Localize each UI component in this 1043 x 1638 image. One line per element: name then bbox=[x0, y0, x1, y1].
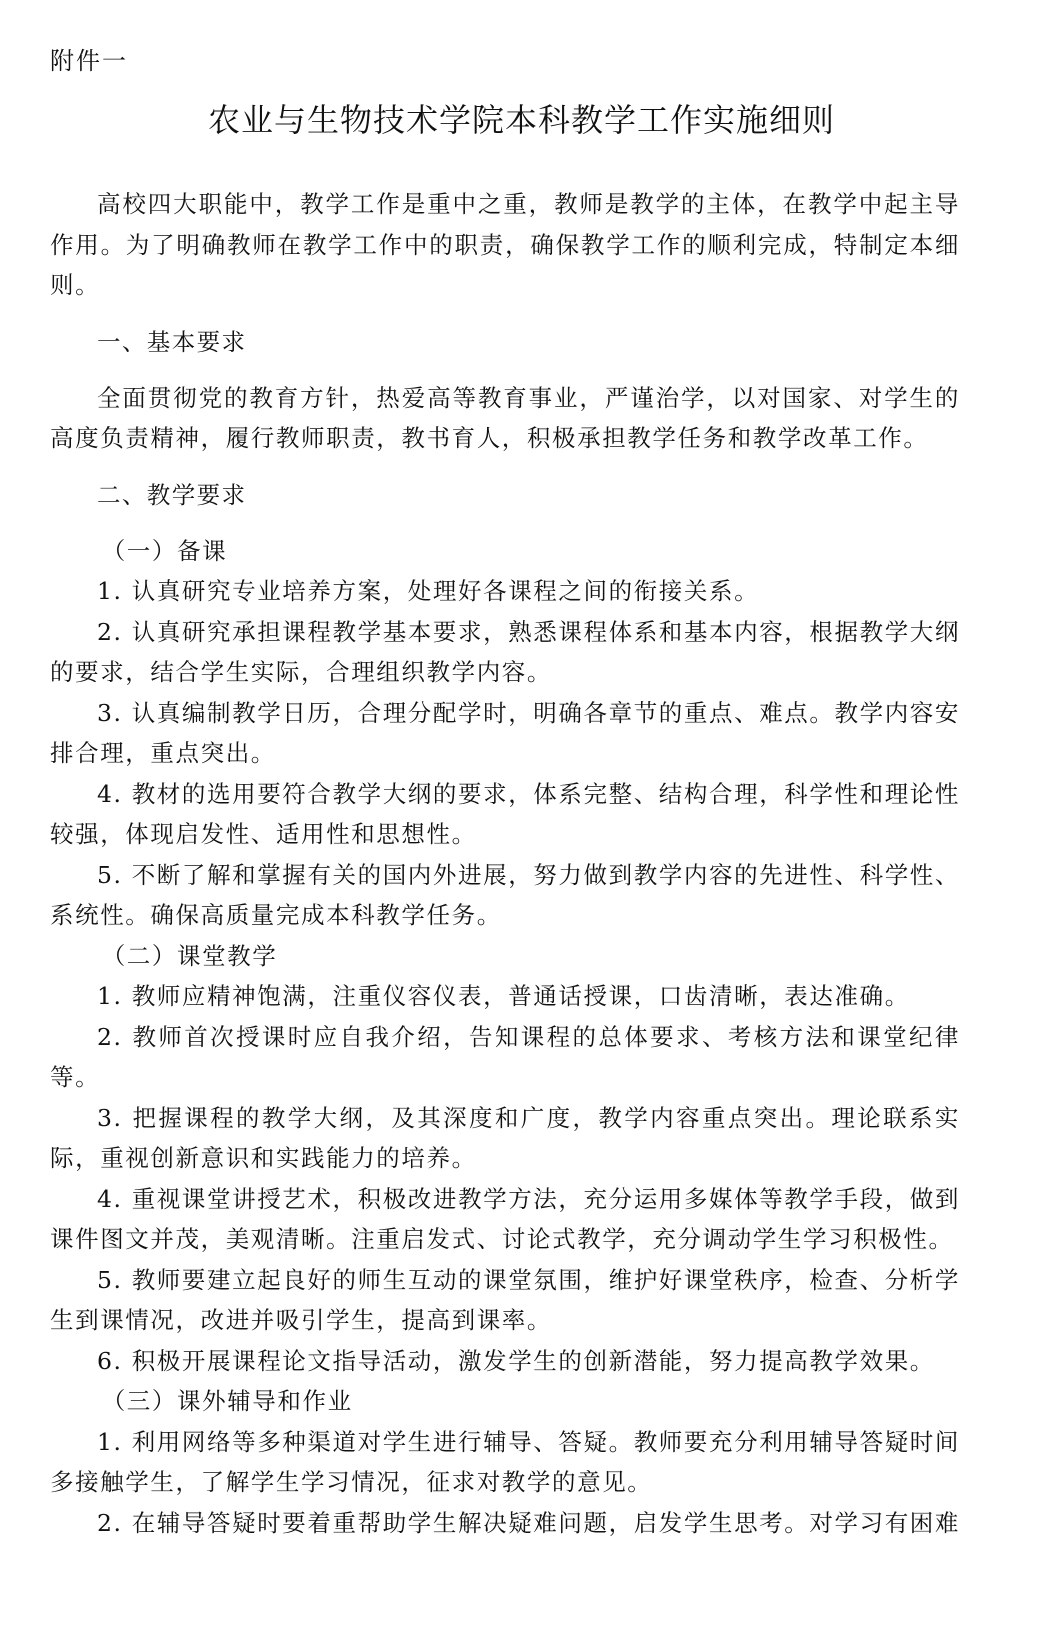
section-heading-teaching-requirements: 二、教学要求 bbox=[97, 480, 247, 509]
document-title: 农业与生物技术学院本科教学工作实施细则 bbox=[207, 101, 835, 139]
list-item: 4. 教材的选用要符合教学大纲的要求，体系完整、结构合理，科学性和理论性较强，体现启发性、适用性和思想性。 bbox=[50, 779, 960, 848]
list-item: 1. 利用网络等多种渠道对学生进行辅导、答疑。教师要充分利用辅导答疑时间多接触学生，了解学生学习情况，征求对教学的意见。 bbox=[50, 1427, 960, 1496]
basic-requirements-paragraph: 全面贯彻党的教育方针，热爱高等教育事业，严谨治学，以对国家、对学生的高度负责精神，履行教师职责，教书育人，积极承担教学任务和教学改革工作。 bbox=[50, 383, 960, 452]
list-item: 2. 教师首次授课时应自我介绍，告知课程的总体要求、考核方法和课堂纪律等。 bbox=[50, 1022, 960, 1091]
list-item: 3. 认真编制教学日历，合理分配学时，明确各章节的重点、难点。教学内容安排合理，重点突出。 bbox=[50, 698, 960, 767]
list-item: 6. 积极开展课程论文指导活动，激发学生的创新潜能，努力提高教学效果。 bbox=[97, 1346, 935, 1375]
attachment-label: 附件一 bbox=[50, 47, 128, 75]
subsection-heading-lesson-prep: （一）备课 bbox=[101, 536, 228, 565]
list-item: 3. 把握课程的教学大纲，及其深度和广度，教学内容重点突出。理论联系实际，重视创新意识和实践能力的培养。 bbox=[50, 1103, 960, 1172]
list-item: 2. 在辅导答疑时要着重帮助学生解决疑难问题，启发学生思考。对学习有困难 bbox=[97, 1508, 960, 1537]
subsection-heading-tutoring-homework: （三）课外辅导和作业 bbox=[101, 1387, 353, 1415]
document-body bbox=[50, 184, 960, 1543]
list-item: 5. 教师要建立起良好的师生互动的课堂氛围，维护好课堂秩序，检查、分析学生到课情况，改进并吸引学生，提高到课率。 bbox=[50, 1265, 960, 1334]
list-item: 5. 不断了解和掌握有关的国内外进展，努力做到教学内容的先进性、科学性、系统性。确保高质量完成本科教学任务。 bbox=[50, 860, 960, 929]
subsection-heading-classroom-teaching: （二）课堂教学 bbox=[101, 941, 278, 970]
list-item: 1. 教师应精神饱满，注重仪容仪表，普通话授课，口齿清晰，表达准确。 bbox=[97, 982, 910, 1010]
list-item: 1. 认真研究专业培养方案，处理好各课程之间的衔接关系。 bbox=[97, 577, 760, 605]
section-heading-basic-requirements: 一、基本要求 bbox=[97, 327, 247, 356]
list-item: 4. 重视课堂讲授艺术，积极改进教学方法，充分运用多媒体等教学手段，做到课件图文并茂，美观清晰。注重启发式、讨论式教学，充分调动学生学习积极性。 bbox=[50, 1184, 960, 1253]
list-item: 2. 认真研究承担课程教学基本要求，熟悉课程体系和基本内容，根据教学大纲的要求，结合学生实际，合理组织教学内容。 bbox=[50, 617, 960, 686]
intro-paragraph: 高校四大职能中，教学工作是重中之重，教师是教学的主体，在教学中起主导作用。为了明确教师在教学工作中的职责，确保教学工作的顺利完成，特制定本细则。 bbox=[50, 190, 960, 299]
